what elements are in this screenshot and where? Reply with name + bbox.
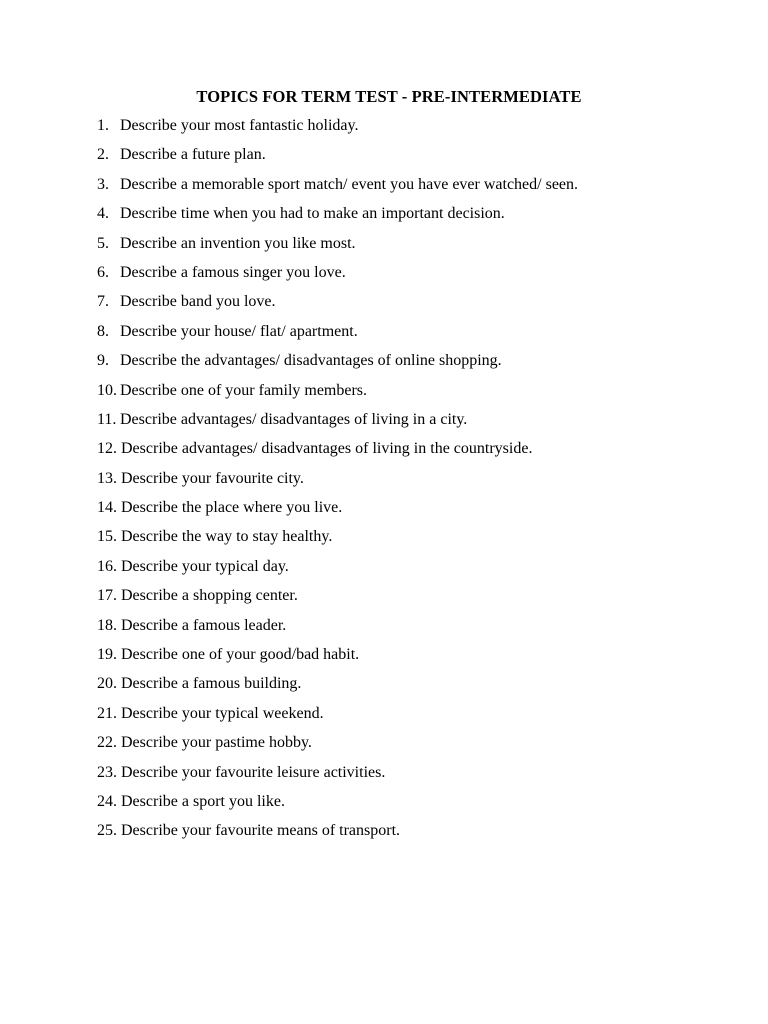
list-item-text: Describe your most fantastic holiday. xyxy=(120,117,359,134)
list-item-text: Describe advantages/ disadvantages of living in the countryside. xyxy=(121,440,533,458)
list-item-text: Describe a famous leader. xyxy=(121,616,287,634)
list-item xyxy=(97,498,578,527)
list-item-text: Describe a sport you like. xyxy=(121,792,285,810)
list-item xyxy=(97,381,578,410)
list-item-number: 25. xyxy=(97,822,117,840)
list-item xyxy=(97,439,578,468)
list-item-text: Describe the advantages/ disadvantages of online shopping. xyxy=(120,352,502,370)
list-item-text: Describe an invention you like most. xyxy=(120,234,356,252)
list-item-text: Describe the place where you live. xyxy=(121,499,343,517)
list-item-text: Describe your typical weekend. xyxy=(121,704,324,722)
list-item-number: 15. xyxy=(97,528,117,546)
document-title: TOPICS FOR TERM TEST - PRE-INTERMEDIATE xyxy=(196,87,582,106)
list-item xyxy=(97,527,578,556)
list-item-number: 12. xyxy=(97,440,117,458)
list-item-text: Describe the way to stay healthy. xyxy=(121,528,333,546)
list-item-number: 2. xyxy=(97,146,109,164)
list-item xyxy=(97,351,578,380)
topic-list xyxy=(97,116,578,851)
list-item-number: 3. xyxy=(97,175,109,193)
list-item xyxy=(97,292,578,321)
list-item xyxy=(97,410,578,439)
list-item-number: 13. xyxy=(97,469,117,487)
list-item-text: Describe advantages/ disadvantages of living in a city. xyxy=(120,410,468,428)
list-item xyxy=(97,704,578,733)
list-item-text: Describe your house/ flat/ apartment. xyxy=(120,322,358,340)
list-item xyxy=(97,616,578,645)
list-item-number: 10. xyxy=(97,381,117,399)
list-item-text: Describe one of your good/bad habit. xyxy=(121,646,360,664)
list-item-number: 18. xyxy=(97,616,117,634)
list-item-text: Describe a memorable sport match/ event you have ever watched/ seen. xyxy=(120,175,579,193)
list-item xyxy=(97,674,578,703)
list-item xyxy=(97,792,578,821)
list-item-text: Describe a famous building. xyxy=(121,675,302,693)
list-item-text: Describe a shopping center. xyxy=(121,587,298,605)
list-item-number: 7. xyxy=(97,293,109,311)
list-item xyxy=(97,175,578,204)
list-item-number: 9. xyxy=(97,352,109,370)
list-item xyxy=(97,557,578,586)
list-item xyxy=(97,821,578,850)
list-item-number: 11. xyxy=(97,410,117,428)
list-item-number: 1. xyxy=(97,117,109,134)
list-item xyxy=(97,586,578,615)
list-item-number: 6. xyxy=(97,263,109,281)
list-item-number: 4. xyxy=(97,205,109,223)
list-item-number: 21. xyxy=(97,704,117,722)
list-item-number: 23. xyxy=(97,763,117,781)
list-item-text: Describe a famous singer you love. xyxy=(120,263,346,281)
list-item-text: Describe one of your family members. xyxy=(120,381,368,399)
list-item-number: 14. xyxy=(97,499,117,517)
list-item-number: 22. xyxy=(97,734,117,752)
list-item-number: 20. xyxy=(97,675,117,693)
list-item-number: 8. xyxy=(97,322,109,340)
list-item xyxy=(97,733,578,762)
list-item xyxy=(97,234,578,263)
list-item xyxy=(97,116,578,145)
list-item-number: 19. xyxy=(97,646,117,664)
list-item xyxy=(97,645,578,674)
list-item-text: Describe time when you had to make an important decision. xyxy=(120,205,505,223)
list-item xyxy=(97,322,578,351)
list-item-text: Describe your favourite means of transport. xyxy=(121,822,401,840)
list-item-number: 5. xyxy=(97,234,109,252)
list-item xyxy=(97,204,578,233)
list-item xyxy=(97,763,578,792)
list-item xyxy=(97,469,578,498)
list-item-text: Describe your pastime hobby. xyxy=(121,734,312,752)
list-item xyxy=(97,263,578,292)
list-item-text: Describe your typical day. xyxy=(121,557,289,575)
list-item-number: 17. xyxy=(97,587,117,605)
list-item-text: Describe band you love. xyxy=(120,293,276,311)
list-item-text: Describe your favourite leisure activities. xyxy=(121,763,386,781)
list-item-number: 16. xyxy=(97,557,117,575)
list-item-text: Describe your favourite city. xyxy=(121,469,304,487)
list-item-number: 24. xyxy=(97,792,117,810)
list-item-text: Describe a future plan. xyxy=(120,146,266,164)
list-item xyxy=(97,145,578,174)
